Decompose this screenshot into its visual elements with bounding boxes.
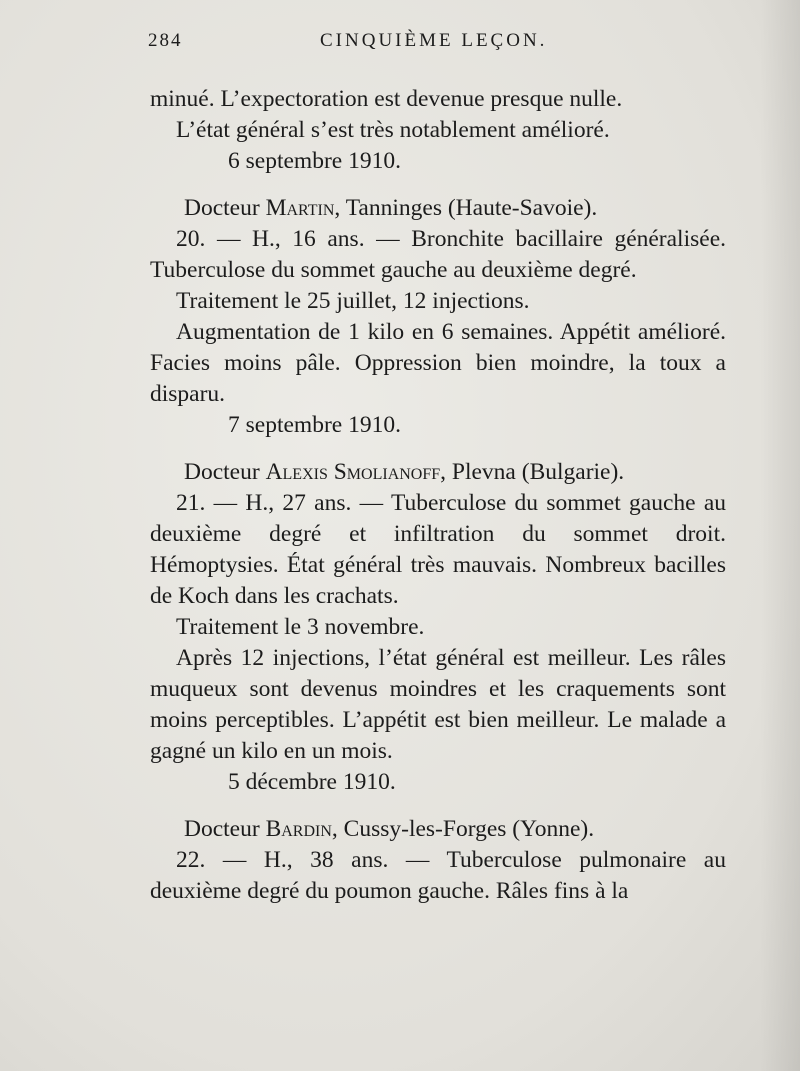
doctor-prefix: Docteur (184, 459, 260, 485)
paragraph-general-state: L’état général s’est très notablement amélioré. (176, 117, 610, 143)
doctor-place: , Plevna (Bulgarie). (440, 459, 625, 485)
treatment-20: Traitement le 25 juillet, 12 injections. (176, 288, 530, 314)
date-line-1: 6 septembre 1910. (228, 148, 401, 174)
page-number: 284 (148, 30, 183, 51)
doctor-heading-1 (150, 193, 726, 224)
page-header (148, 30, 728, 60)
doctor-place: , Tanninges (Haute-Savoie). (334, 195, 598, 221)
doctor-name: Martin (265, 195, 335, 221)
page-edge-shadow (760, 0, 800, 1071)
result-21: Après 12 injections, l’état général est meilleur. Les râles muqueux sont devenus moindres et les craquements sont moins perceptibles. L’appétit est bien meilleur. Le malade a gagné un kilo en un mois. (150, 645, 726, 764)
treatment-21: Traitement le 3 novembre. (176, 614, 425, 640)
running-title: CINQUIÈME LEÇON. (320, 30, 548, 51)
doctor-name: Bardin (265, 816, 332, 842)
doctor-prefix: Docteur (184, 195, 260, 221)
date-line-3: 5 décembre 1910. (228, 769, 396, 795)
doctor-heading-3 (150, 814, 726, 845)
case-22: 22. — H., 38 ans. — Tuberculose pulmonaire au deuxième degré du poumon gauche. Râles fins à la (150, 847, 726, 904)
doctor-prefix: Docteur (184, 816, 260, 842)
case-20: 20. — H., 16 ans. — Bronchite bacillaire généralisée. Tuberculose du sommet gauche au deuxième degré. (150, 226, 726, 283)
doctor-place: , Cussy-les-Forges (Yonne). (331, 816, 595, 842)
case-21: 21. — H., 27 ans. — Tuberculose du sommet gauche au deuxième degré et infiltration du sommet droit. Hémoptysies. État général très mauvais. Nombreux bacilles de Koch dans les crachats. (150, 490, 726, 609)
date-line-2: 7 septembre 1910. (228, 412, 401, 438)
result-20: Augmentation de 1 kilo en 6 semaines. Appétit amélioré. Facies moins pâle. Oppression bien moindre, la toux a disparu. (150, 319, 726, 407)
doctor-heading-2 (150, 457, 726, 488)
doctor-name: Alexis Smolianoff (265, 459, 441, 485)
page-body (150, 84, 726, 907)
paragraph-continuation: minué. L’expectoration est devenue presque nulle. (150, 86, 623, 112)
